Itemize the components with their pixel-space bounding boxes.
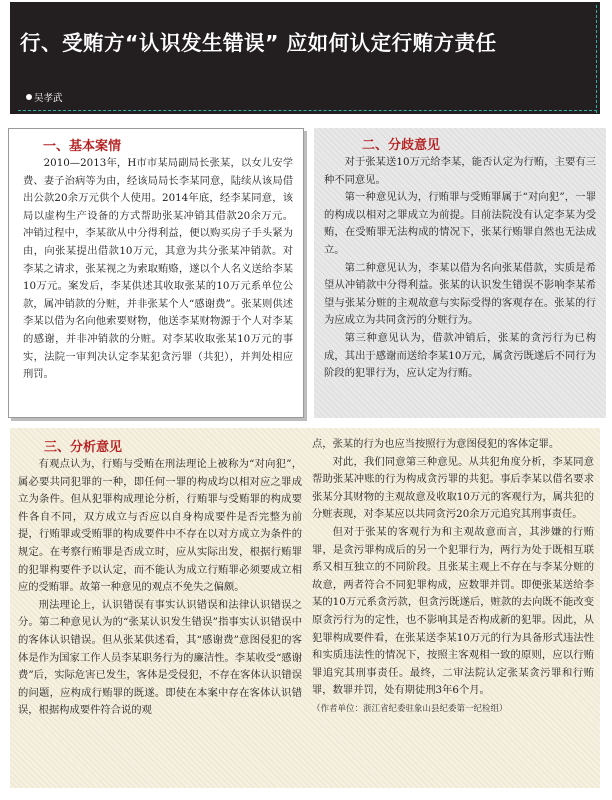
decorative-dashed-underline	[18, 110, 597, 111]
paragraph: 第二种意见认为，李某以借为名向张某借款，实质是希望从冲销款中分得利益。张某的认识发生错误不影响李某希望与张某分赃的主观故意与实际受得的客观存在。张某的行为应成立为共同贪污的分赃行为。	[324, 261, 596, 327]
case-facts-body	[23, 155, 293, 384]
article-title: 行、受贿方“认识发生错误” 应如何认定行贿方责任	[20, 31, 497, 55]
section-heading: 三、分析意见	[44, 440, 123, 455]
paragraph: 但对于张某的客观行为和主观故意而言，其涉嫌的行贿罪，是贪污罪构成后的另一个犯罪行为，两行为处于既相互联系又相互独立的不同阶段。且张某主观上不存在与李某分赃的故意，两者符合不同犯罪构成，应数罪并罚。即便张某送给李某的10万元系贪污款，但贪污既遂后，赃款的去向既不能改变原贪污行为的定性，也不影响其是否构成新的犯罪。因此，从犯罪构成要件看，在张某送李某10万元的行为具备形式违法性和实质违法性的情况下，按照主客观相一致的原则，应以行贿罪追究其刑事责任。最终，二审法院认定张某贪污罪和行贿罪，数罪并罚，处有期徒刑3年6个月。	[312, 525, 594, 697]
paragraph: 对于张某送10万元给李某，能否认定为行贿，主要有三种不同意见。	[324, 156, 596, 186]
analysis-box	[10, 428, 600, 788]
analysis-heading	[44, 436, 122, 455]
case-facts-heading	[43, 135, 121, 154]
paragraph: 有观点认为，行贿与受贿在刑法理论上被称为“对向犯”，属必要共同犯罪的一种，即任何一罪的构成均以相对应之罪成立为条件。但从犯罪构成理论分析，行贿罪与受贿罪的构成要件各自不同，双方成立与否应以自身构成要件是否完整为前提，行贿罪或受贿罪的构成要件中不存在以对方成立为条件的规定。在考察行贿罪是否成立时，应从实际出发，根据行贿罪的犯罪构要件予以认定，而不能认为成立行贿罪必须要成立相应的受贿罪。故第一种意见的观点不免失之偏颇。	[18, 458, 302, 594]
decorative-dashed-border	[590, 5, 597, 113]
dispute-opinions-heading	[362, 134, 440, 153]
paragraph: 第一种意见认为，行贿罪与受贿罪属于“对向犯”，一罪的构成以相对之罪成立为前提。目前法院没有认定李某为受贿，在受贿罪无法构成的情况下，张某行贿罪自然也无法成立。	[324, 191, 596, 256]
paragraph: 2010—2013年，H市市某局副局长张某，以女儿安学费、妻子治病等为由，经该局局长李某同意，陆续从该局借出公款20余万元供个人使用。2014年底，经李某同意，该局以虚构生产设备的方式帮助张某冲销其借款20余万元。冲销过程中，李某欲从中分得利益，便以购买房子手头紧为由，向张某提出借款10万元，其意为共分张某冲销款。对李某之请求，张某视之为索取贿赂，遂以个人名义送给李某10万元。案发后，李某供述其收取张某的10万元系单位公款，属冲销款的分赃，并非张某个人“感谢费”。张某则供述李某以借为名向他索要财物，他送李某财物源于个人对李某的感谢，并非冲销款的分赃。对李某收取张某10万元的事实，法院一审判决认定李某犯贪污罪（共犯），并判处相应刑罚。	[23, 157, 293, 381]
analysis-left-column	[18, 456, 302, 720]
analysis-right-column	[312, 436, 594, 719]
dispute-opinions-body	[324, 154, 596, 383]
dispute-opinions-box	[314, 128, 606, 418]
paragraph: 第三种意见认为，借款冲销后，张某的贪污行为已构成，其出于感谢而送给李某10万元，属贪污既遂后不同行为阶段的犯罪行为，应认定为行贿。	[324, 331, 596, 380]
paragraph: 对此，我们同意第三种意见。从共犯角度分析，李某同意帮助张某冲账的行为构成贪污罪的共犯。事后李某以借名要求张某分其财物的主观故意及收取10万元的客观行为，属共犯的分赃表现，对李某应以共同贪污20余万元追究其刑事责任。	[312, 455, 594, 521]
section-heading: 二、分歧意见	[362, 138, 441, 153]
paragraph: 点，张某的行为也应当按照行为意图侵犯的客体定罪。	[312, 438, 560, 450]
article-header	[10, 2, 600, 114]
paragraph: 刑法理论上，认识错误有事实认识错误和法律认识错误之分。第二种意见认为的“张某认识发生错误”指事实认识错误中的客体认识错误。但从张某供述看，其“感谢费”意图侵犯的客体是作为国家工作人员李某职务行为的廉洁性。李某收受“感谢费”后，实际危害已发生，客体是受侵犯，不存在客体认识错误的问题，应构成行贿罪的既遂。即使在本案中存在客体认识错误，根据构成要件符合说的观	[18, 598, 302, 717]
case-facts-box	[8, 128, 304, 418]
author-line	[26, 90, 63, 104]
section-heading: 一、基本案情	[43, 139, 122, 154]
bullet-icon	[26, 94, 32, 100]
author-affiliation: （作者单位：浙江省纪委驻象山县纪委第一纪检组）	[312, 703, 508, 714]
author-name: 吴孝武	[34, 93, 63, 104]
